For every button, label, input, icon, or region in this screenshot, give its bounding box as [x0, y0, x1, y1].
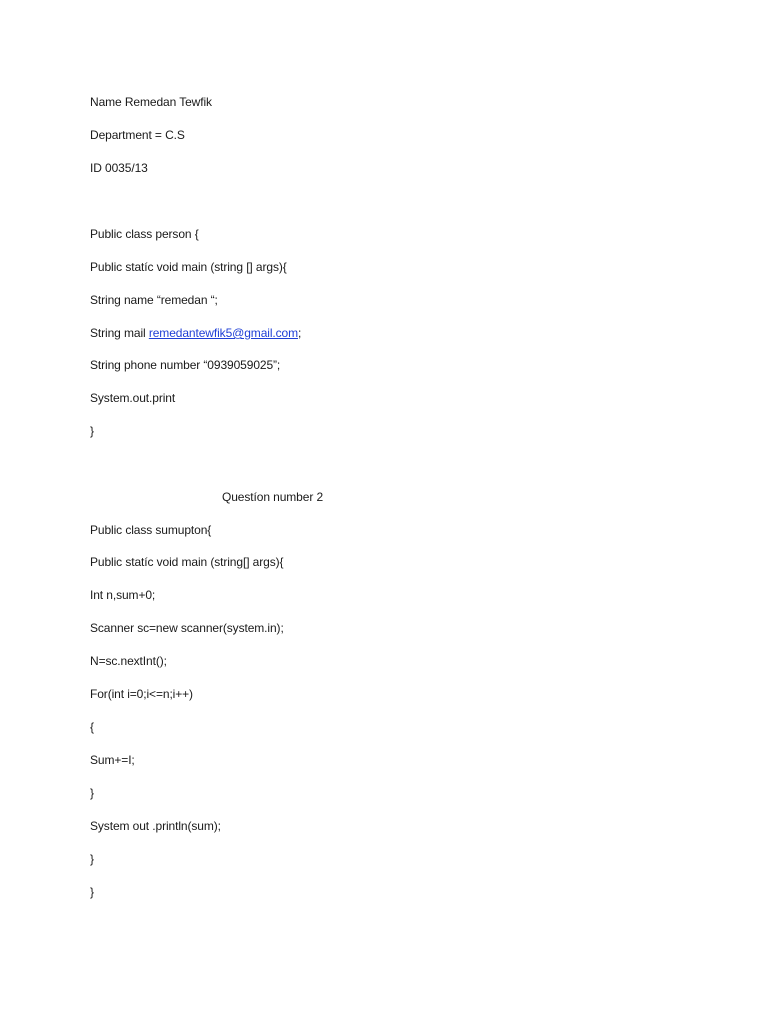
student-name: Name Remedan Tewfik [90, 95, 212, 109]
code2-line-8: Sum+=I; [90, 753, 135, 767]
code2-line-12: } [90, 885, 94, 899]
email-link[interactable]: remedantewfik5@gmail.com [148, 326, 298, 340]
department-line: Department = C.S [90, 128, 185, 142]
code1-line-6: System.out.print [90, 391, 176, 405]
code1-line-4-suffix: ; [298, 326, 302, 340]
question-2-heading: Questíon number 2 [222, 490, 324, 504]
code2-line-5: N=sc.nextInt(); [90, 654, 167, 668]
code1-line-4 [90, 325, 301, 341]
code2-line-6: For(int i=0;i<=n;i++) [90, 687, 193, 701]
code1-line-2: Public statíc void main (string [] args){ [90, 260, 287, 274]
code1-line-5: String phone number “0939059025”; [90, 358, 281, 372]
code1-line-3: String name “remedan “; [90, 293, 218, 307]
student-id: ID 0035/13 [90, 161, 148, 175]
code2-line-1: Public class sumupton{ [90, 523, 212, 537]
code2-line-9: } [90, 786, 94, 800]
code1-line-1: Public class person { [90, 227, 199, 241]
code2-line-10: System out .println(sum); [90, 819, 221, 833]
code2-line-3: Int n,sum+0; [90, 588, 156, 602]
code1-line-4-prefix: String mail [90, 326, 149, 340]
code2-line-7: { [90, 720, 94, 734]
code2-line-2: Public statíc void main (string[] args){ [90, 555, 284, 569]
code2-line-4: Scanner sc=new scanner(system.in); [90, 621, 284, 635]
code1-line-7: } [90, 424, 94, 438]
code2-line-11: } [90, 852, 94, 866]
